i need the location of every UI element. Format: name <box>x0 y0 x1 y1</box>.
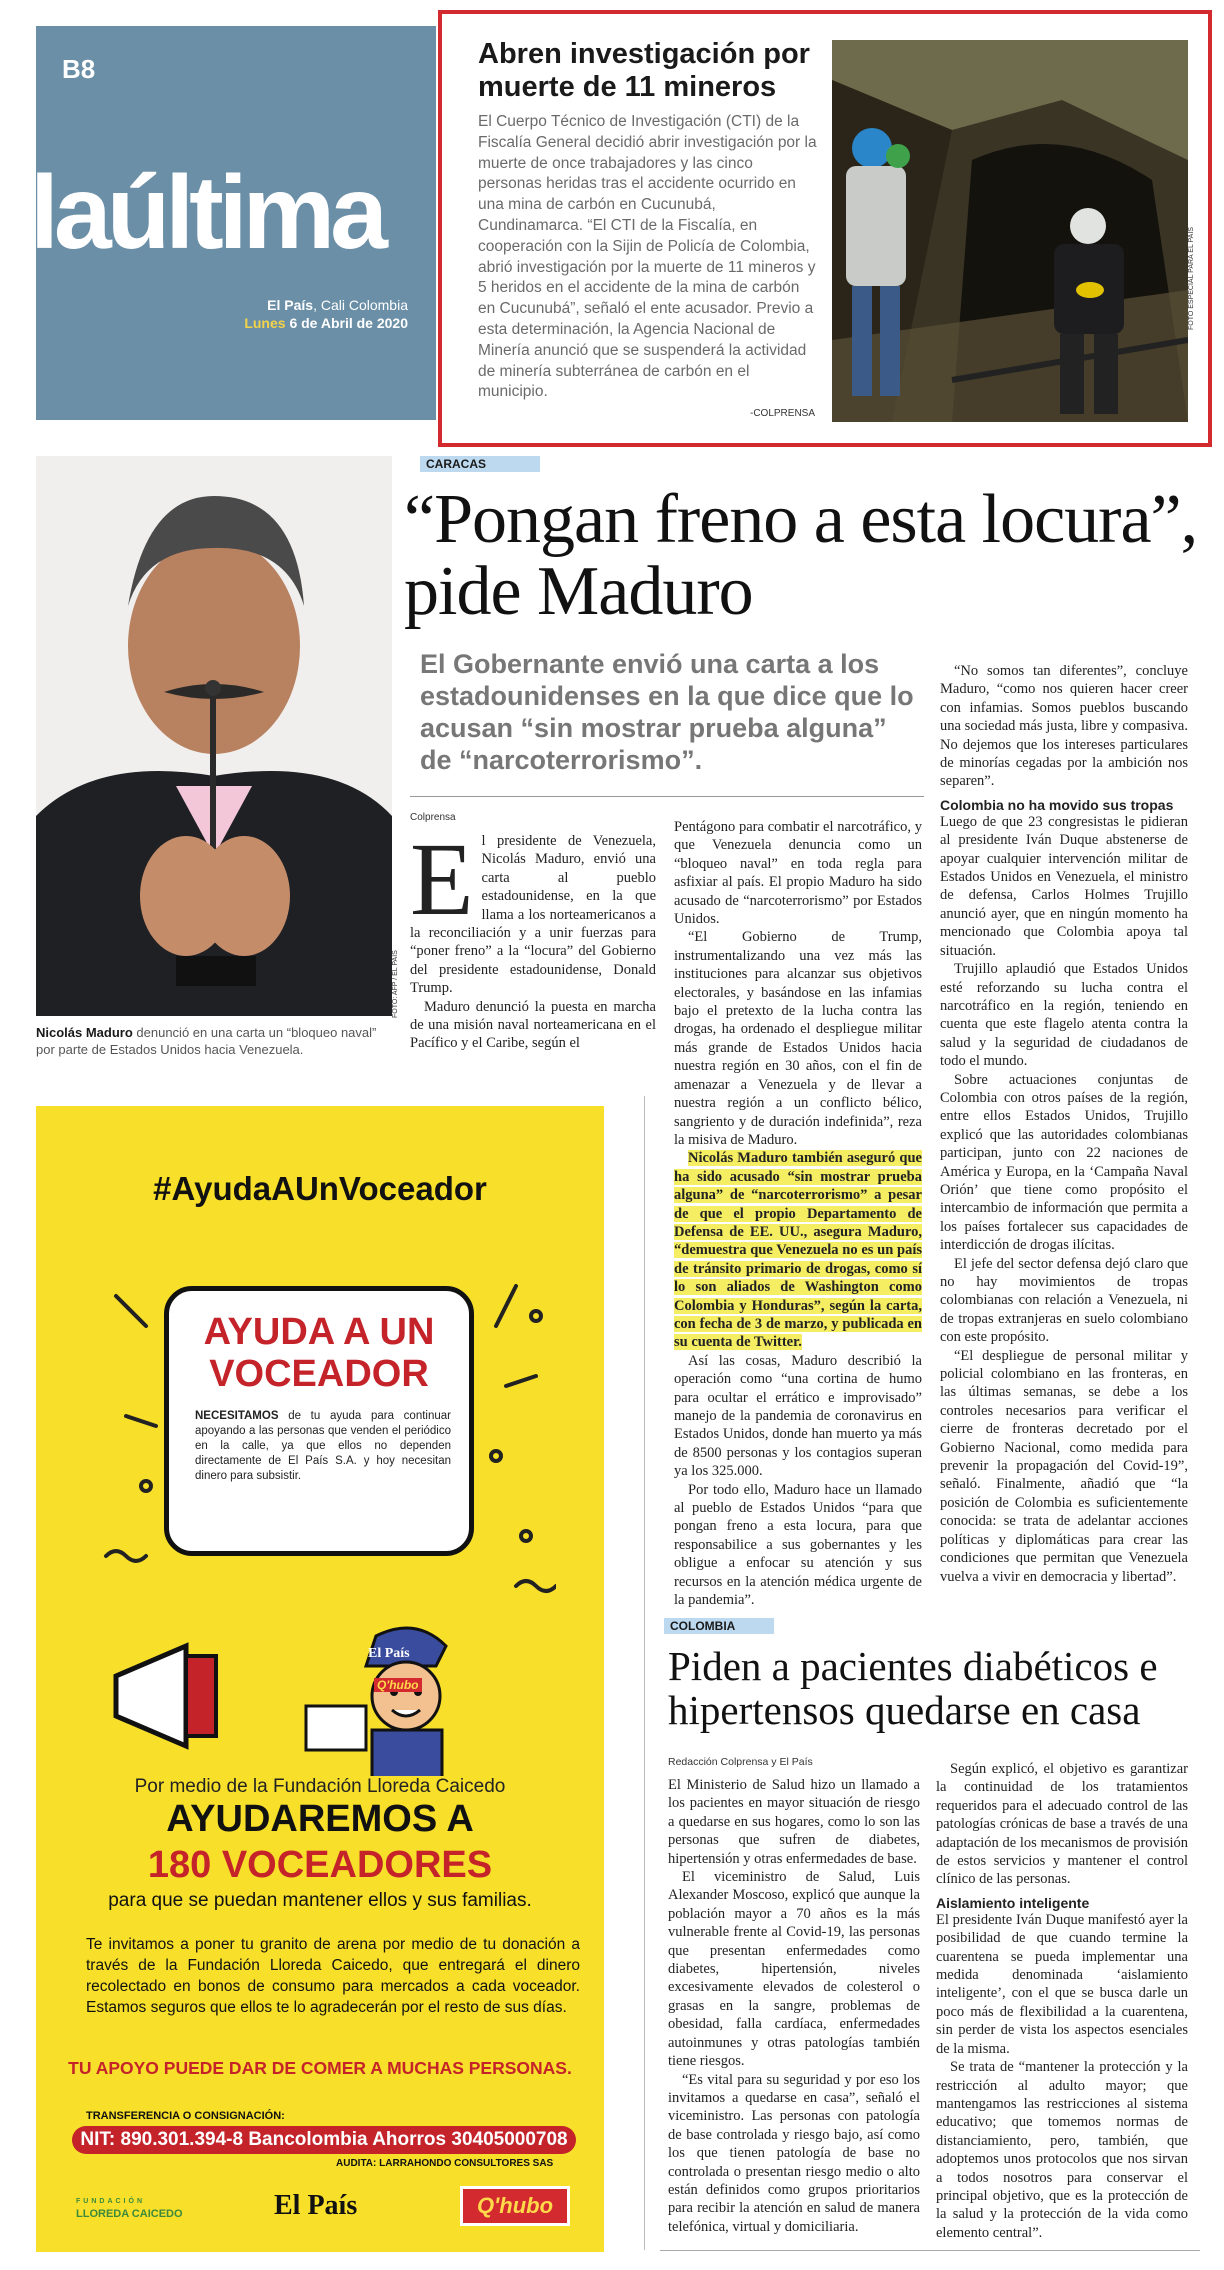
dateline: El País, Cali Colombia Lunes 6 de Abril de 2020 <box>244 297 408 331</box>
paragraph: El viceministro de Salud, Luis Alexander Moscoso, explicó que aunque la población mayor a 70 años es la más vulnerable frente al Covid-19, las personas que presentan enfermedades como diabetes, hipertensión, niveles excesivamente elevados de colesterol o grasas en la sangre, problemas de obesidad, falla cardíaca, enfermedades autoinmunes y otras patologías también tiene riesgos. <box>668 1869 920 2070</box>
caption-text: denunció en una carta un “bloqueo naval” por parte de Estados Unidos hacia Venezuela. <box>36 1025 377 1057</box>
paragraph: Se trata de “mantener la protección y la restricción al adulto mayor; que mantengamos las restricciones al sistema educativo; que tomemos normas de distanciamiento, pero, también, que adoptemos unos protocolos que nos sirvan a todos nosotros para conservar el principal objetivo, que es la protección de la salud y la protección de la vida como elemento central”. <box>936 2059 1188 2241</box>
paragraph: “Es vital para su seguridad y por eso los invitamos a quedarse en casa”, señaló el viceministro. Las personas con patología de base controlada y riesgo bajo, así como los que tienen patología de base no controlada o presentan riesgo medio o alto están definidos como grupos prioritarios para recibir la atención en salud de manera telefónica, virtual y domiciliaria. <box>668 2071 920 2235</box>
section-title-prefix: la <box>30 155 107 271</box>
date: 6 de Abril de 2020 <box>289 315 408 331</box>
story-kicker: CARACAS <box>420 456 540 472</box>
ad-audit: AUDITA: LARRAHONDO CONSULTORES SAS <box>336 2158 554 2169</box>
ad-transfer-label: TRANSFERENCIA O CONSIGNACIÓN: <box>86 2110 285 2122</box>
ad-foundation-line: Por medio de la Fundación Lloreda Caicedo <box>134 1776 506 1797</box>
divider <box>410 796 924 797</box>
caption-name: Nicolás Maduro <box>36 1025 133 1040</box>
ad-big-line-2: 180 VOCEADORES <box>147 1844 493 1886</box>
paragraph: El Ministerio de Salud hizo un llamado a los pacientes en mayor situación de riesgo a quedarse en sus hogares, como lo son las personas que sufren de diabetes, hipertensión y otras enfermedades de base. <box>668 1777 920 1867</box>
paragraph: Pentágono para combatir el narcotráfico, y que Venezuela denuncia como un “bloqueo naval” en toda regla para asfixiar al país. El propio Maduro ha sido acusado de “narcoterrorismo” por Estados Unidos. <box>674 819 922 928</box>
article-column-1 <box>410 822 656 1053</box>
main-headline[interactable]: “Pongan freno a esta locura”, pide Maduro <box>404 481 1198 630</box>
story2-column-1 <box>668 1776 920 2236</box>
mascot-cap-logo: El País <box>368 1646 410 1661</box>
dropcap: E <box>410 822 474 937</box>
section-title-main: última <box>106 155 383 271</box>
ad-support-line: TU APOYO PUEDE DAR DE COMER A MUCHAS PERSONAS. <box>68 2058 572 2078</box>
ad-bubble-body: de tu ayuda para continuar apoyando a las personas que venden el periódico en la calle, ya que ellos no dependen directamente de El País S.A. y hoy necesitan dinero para subsistir. <box>195 1410 451 1482</box>
ad-bubble-title: AYUDA A UN VOCEADOR <box>203 1311 435 1395</box>
highlight: Nicolás Maduro también aseguró que ha sido acusado “sin mostrar prueba alguna” de “narcoterrorismo” a pesar de que el propio Departamento de Defensa de EE. UU., asegura Maduro, “demuestra que Venezuela no es un país de tránsito primario de drogas, como sí lo son aliados de Washington como Colombia y Honduras”, según la carta, con fecha de 3 de marzo, y publicada en su cuenta de Twitter. <box>674 1150 922 1351</box>
maduro-photo[interactable] <box>36 456 392 1016</box>
article-column-2 <box>674 818 922 1609</box>
story2-kicker: COLOMBIA <box>664 1618 774 1634</box>
ad-bank-account[interactable]: NIT: 890.301.394-8 Bancolombia Ahorros 30405000708 <box>72 2126 576 2154</box>
ad-big-line-1: AYUDAREMOS A <box>166 1798 474 1840</box>
story2-column-2 <box>936 1760 1188 2242</box>
highlighted-paragraph <box>674 1149 922 1351</box>
bottom-rule <box>660 2250 1200 2251</box>
story2-headline[interactable]: Piden a pacientes diabéticos e hipertensos quedarse en casa <box>668 1643 1158 1733</box>
byline: Colprensa <box>410 812 456 823</box>
qhubo-logo: Q'hubo <box>460 2186 570 2226</box>
subheading: Colombia no ha movido sus tropas <box>940 796 1174 813</box>
mascot-badge: Q'hubo <box>374 1678 422 1692</box>
mine-photo-image <box>832 40 1188 422</box>
ad-ayuda-voceador[interactable] <box>36 1106 604 2252</box>
paragraph: Luego de que 23 congresistas le pidieran al presidente Iván Duque abstenerse de apoyar cualquier intervención militar de Estados Unidos en Venezuela, el ministro de defensa, Carlos Holmes Trujillo anunció ayer, que en ningún momento ha mencionado que Colombia apoya tal situación. <box>940 813 1188 959</box>
ad-speech-bubble <box>164 1286 474 1556</box>
ad-paragraph: Te invitamos a poner tu granito de arena por medio de tu donación a través de la Fundación Lloreda Caicedo, que entregará el dinero recolectado en bonos de consumo para mercados a cada voceador. Estamos seguros que ellos te lo agradecerán por el resto de sus días. <box>86 1936 580 2016</box>
paragraph: Trujillo aplaudió que Estados Unidos esté reforzando su lucha contra el narcotráfico en la región, teniendo en cuenta que este flagelo atenta contra la salud y la seguridad de ciudadanos de todo el mundo. <box>940 961 1188 1070</box>
section-header <box>30 26 436 420</box>
ad-bubble-lead: NECESITAMOS <box>195 1410 279 1422</box>
paragraph: Sobre actuaciones conjuntas de Colombia con otros países de la región, entre ellos Estados Unidos, Trujillo explicó que las autoridades colombianas participan, junto con 22 naciones de América y Europa, en la ‘Campaña Naval Orión’ que tiene como propósito el intercambio de información que permita a los países fortalecer sus capacidades de interdicción de drogas ilícitas. <box>940 1071 1188 1254</box>
paragraph: l presidente de Venezuela, Nicolás Maduro, envió una carta al pueblo estadounidense, en la que llama a los norteamericanos a la reconciliación y a unir fuerzas para “poner freno” a la “locura” del Gobierno del presidente estadounidense, Donald Trump. <box>410 833 656 997</box>
paragraph: Maduro denunció la puesta en marcha de una misión naval norteamericana en el Pacífico y el Caribe, según el <box>410 998 656 1052</box>
weekday: Lunes <box>244 315 286 331</box>
photo-caption <box>36 1024 392 1058</box>
ad-bubble-text <box>195 1409 451 1484</box>
paragraph: Según explicó, el objetivo es garantizar la continuidad de los tratamientos requeridos para el adecuado control de las patologías crónicas de base a través de una adaptación de los mecanismos de provisión de estos servicios y mantener el control clínico de las personas. <box>936 1761 1188 1888</box>
ad-hashtag: #AyudaAUnVoceador <box>153 1170 487 1207</box>
page-number: B8 <box>62 54 96 84</box>
paragraph: Así las cosas, Maduro describió la operación como “una cortina de humo para ocultar el errático e improvisado” manejo de la pandemia de coronavirus en Estados Unidos, donde han muerto ya más de 8500 personas y los contagios superan ya los 325.000. <box>674 1352 922 1480</box>
section-title <box>30 154 383 273</box>
paragraph: “No somos tan diferentes”, concluye Maduro, “como nos quieren hacer creer con infamias. Somos pueblos buscando una sociedad más justa, libre y compasiva. No dejemos que los intereses particulares de minorías cegadas por la ambición nos separen”. <box>940 663 1188 790</box>
city: Cali Colombia <box>320 297 408 313</box>
main-deck: El Gobernante envió una carta a los estadounidenses en la que dice que lo acusan “sin mostrar prueba alguna” de “narcoterrorismo”. <box>420 649 914 775</box>
maduro-photo-credit: FOTO: AFP / EL PAÍS <box>392 950 399 1018</box>
column-divider <box>644 1096 645 2250</box>
elpais-logo: El País <box>274 2190 358 2221</box>
maduro-photo-image <box>36 456 392 1016</box>
paragraph: “El despliegue de personal militar y policial colombiano en las fronteras, en las últimas semanas, se debe a los controles necesarios para verificar el cierre de fronteras decretado por el Gobierno Nacional, como medida para prevenir la propagación del Covid-19”, señaló. Finalmente, añadió que “la posición de Colombia es suficientemente conocida: se trata de adelantar acciones políticas y diplomáticas para crear las condiciones que permitan que Venezuela vuelva a vivir en democracia y libertad”. <box>940 1347 1188 1585</box>
fundacion-logo <box>76 2194 183 2221</box>
paper-name: El País <box>267 297 314 313</box>
top-story-headline[interactable]: Abren investigación por muerte de 11 mineros <box>478 38 810 103</box>
paragraph: “El Gobierno de Trump, instrumentalizando una vez más las instituciones para alcanzar sus objetivos electorales, y basándose en las infamias bajo el pretexto de la lucha contra las drogas, ha ordenado el despliegue militar más grande de Estados Unidos hacia nuestra región en 30 años, con el fin de amenazar a Venezuela y de llevar a nuestra región a un conflicto bélico, sangriento y de duración indefinida”, reza la misiva de Maduro. <box>674 929 922 1148</box>
fundacion-logo-small: FUNDACIÓN <box>76 2198 145 2205</box>
ad-families-line: para que se puedan mantener ellos y sus familias. <box>108 1890 532 1911</box>
paragraph: Por todo ello, Maduro hace un llamado al pueblo de Estados Unidos “para que pongan freno a esta locura, para que responsabilice a sus gobernantes y les obligue a enfocar su atención y sus recursos en la atención médica urgente de la pandemia”. <box>674 1481 922 1609</box>
fundacion-logo-name: LLOREDA CAICEDO <box>76 2208 183 2220</box>
mine-photo-credit: FOTO ESPECIAL PARA EL PAÍS <box>1188 227 1195 330</box>
top-story-body: El Cuerpo Técnico de Investigación (CTI) de la Fiscalía General decidió abrir investigación por la muerte de once trabajadores y las cinco personas heridas tras el accidente ocurrido en una mina de carbón en Cucunubá, Cundinamarca. “El CTI de la Fiscalía, en cooperación con la Sijin de Policía de Colombia, abrió investigación por la muerte de 11 mineros y 5 heridos en el accidente de la mina de carbón en Cucunubá”, señaló el ente acusador. Previo a esta determinación, la Agencia Nacional de Minería anunció que se suspenderá la actividad de minería subterránea de carbón en el municipio. <box>478 113 817 401</box>
story2-byline: Redacción Colprensa y El País <box>668 1756 813 1768</box>
mine-photo[interactable] <box>832 40 1188 422</box>
article-column-3 <box>940 662 1188 1586</box>
paragraph: El jefe del sector defensa dejó claro que no hay movimientos de tropas colombianas con relación a Venezuela, ni de tropas extranjeras en suelo colombiano con este propósito. <box>940 1255 1188 1346</box>
top-story-credit: -COLPRENSA <box>750 408 816 419</box>
subheading: Aislamiento inteligente <box>936 1894 1090 1911</box>
paragraph: El presidente Iván Duque manifestó ayer la posibilidad de que cuando termine la cuarentena se pueda implementar una medida denominada ‘aislamiento inteligente’, con el que se busca darle un poco más de flexibilidad a la cuarentena, sin perder de vista los aspectos esenciales de la misma. <box>936 1911 1188 2057</box>
